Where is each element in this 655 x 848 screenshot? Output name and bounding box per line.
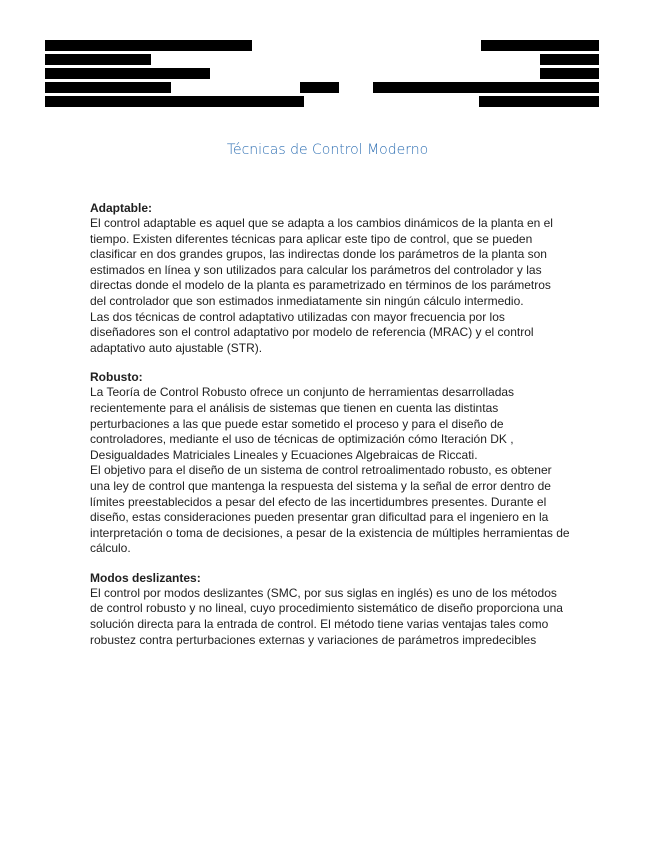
redaction-bar [481,40,599,51]
section-paragraph: La Teoría de Control Robusto ofrece un conjunto de herramientas desarrolladas recientemente para el análisis de sistemas que tienen en cuenta las distintas perturbaciones a las que puede estar sometido el proceso y para el diseño de controladores, mediante el uso de técnicas de optimización cómo Iteración DK , Desigualdades Matriciales Lineales y Ecuaciones Algebraicas de Riccati. [90,385,515,462]
section-paragraph: Las dos técnicas de control adaptativo utilizadas con mayor frecuencia por los diseñadores son el control adaptativo por modelo de referencia (MRAC) y el control adaptativo auto ajustable (STR). [90,309,534,355]
redaction-bar [45,40,252,51]
section-heading: Modos deslizantes: [90,570,201,585]
section-robusto [90,370,570,557]
section-adaptable [90,201,570,356]
redaction-bar [540,54,599,65]
redaction-bar [45,68,210,79]
redaction-bar [300,82,339,93]
redaction-bar [373,82,599,93]
section-heading: Robusto: [90,370,143,385]
redaction-bar [45,54,151,65]
section-paragraph: El control por modos deslizantes (SMC, por sus siglas en inglés) es uno de los métodos de control robusto y no lineal, cuyo procedimiento sistemático de diseño proporciona una solución directa para la entrada de control. El método tiene varias ventajas tales como robustez contra perturbaciones externas y variaciones de parámetros impredecibles [90,585,563,647]
section-modos-deslizantes [90,571,570,648]
redaction-bar [45,96,304,107]
page-title: Técnicas de Control Moderno [226,142,429,158]
section-paragraph: El control adaptable es aquel que se adapta a los cambios dinámicos de la planta en el tiempo. Existen diferentes técnicas para aplicar este tipo de control, que se pueden clasificar en dos grandes grupos, las indirectas donde los parámetros de la planta son estimados en línea y son utilizados para calcular los parámetros del controlador y las directas donde el modelo de la planta es parametrizado en términos de los parámetros del controlador que son estimados inmediatamente sin ningún cálculo intermedio. [90,216,553,308]
document-body [90,201,570,648]
redaction-bar [479,96,599,107]
section-heading: Adaptable: [90,201,153,215]
redaction-bar [45,82,171,93]
redaction-bar [540,68,599,79]
section-paragraph: El objetivo para el diseño de un sistema de control retroalimentado robusto, es obtener una ley de control que mantenga la respuesta del sistema y la señal de error dentro de límites preestablecidos a pesar del efecto de las incertidumbres presentes. Durante el diseño, estas consideraciones pueden presentar gran dificultad para el ingeniero en la interpretación o toma de decisiones, a pesar de la existencia de múltiples herramientas de cálculo. [90,463,570,556]
